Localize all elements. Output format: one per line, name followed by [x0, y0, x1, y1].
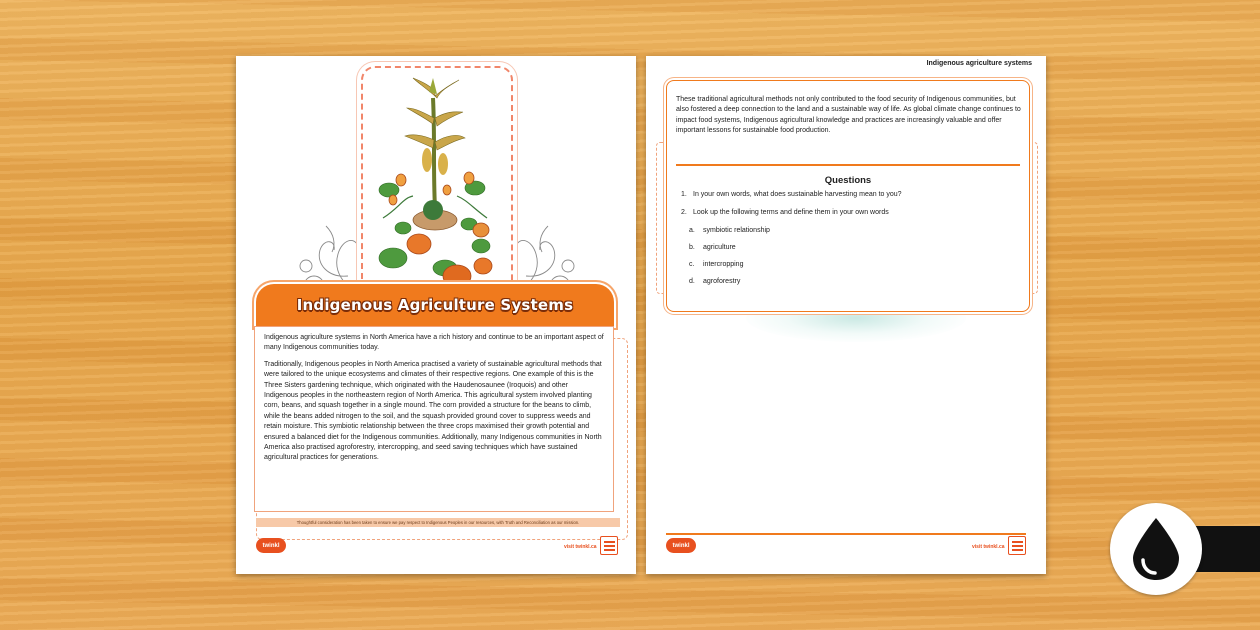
question-item: 2. Look up the following terms and define them in your own words — [681, 209, 889, 216]
footer-url: visit twinkl.ca — [564, 544, 597, 550]
question-item: 1. In your own words, what does sustainable harvesting mean to you? — [681, 191, 902, 198]
title-banner — [256, 284, 614, 326]
term-item: b. agriculture — [689, 244, 736, 251]
page-title: Indigenous Agriculture Systems — [296, 296, 574, 314]
divider — [676, 164, 1020, 166]
acknowledgement-text: Thoughtful consideration has been taken to ensure we pay respect to Indigenous Peoples in our resources, with Truth and Reconciliation as our mission. — [296, 520, 580, 525]
hero-image-card — [361, 66, 513, 298]
paragraph: Indigenous agriculture systems in North America have a rich history and continue to be an important aspect of many Indigenous communities today. — [264, 334, 604, 352]
badge-icon — [600, 536, 618, 555]
widget-bar[interactable] — [1194, 526, 1260, 572]
badge-icon — [1008, 536, 1026, 555]
body-text-box — [254, 326, 614, 512]
footer-url: visit twinkl.ca — [972, 544, 1005, 550]
paragraph: Traditionally, Indigenous peoples in North America practised a variety of sustainable agricultural methods that were tailored to the unique ecosystems and climates of their respective regions. One example of this is the Three Sisters gardening technique, which originated with the Haudenosaunee (Iroquois) and other Indigenous peoples in the northeastern region of North America. This agricultural system involved planting corn, beans, and squash together in a single mound. The corn provided a structure for the beans to climb, while the beans added nitrogen to the soil, and the squash provided ground cover to suppress weeds and retain moisture. This symbiotic relationship between the three crops maximised their growth potential and ensured a balanced diet for the Indigenous communities. Additionally, many Indigenous communities in North America also practised agroforestry, intercropping, and seed saving techniques which have sustained agricultural practices for generations. — [264, 360, 602, 462]
corn-beans-squash-illustration — [363, 68, 511, 296]
ink-drop-icon — [1127, 516, 1185, 582]
ink-drop-button[interactable] — [1110, 503, 1202, 595]
term-item: d. agroforestry — [689, 278, 741, 285]
twinkl-logo-icon: twinkl — [666, 538, 696, 553]
twinkl-logo-icon: twinkl — [256, 538, 286, 553]
term-item: a. symbiotic relationship — [689, 227, 770, 234]
acknowledgement-bar — [256, 518, 620, 527]
questions-card — [666, 80, 1030, 312]
intro-paragraph: These traditional agricultural methods not only contributed to the food security of Indigenous communities, but also fostered a deep connection to the land and a sustainable way of life. As global climate change continues to impact food systems, Indigenous agricultural knowledge and practices are increasingly valuable and offer important lessons for sustainable food production. — [676, 96, 1021, 135]
worksheet-page-1 — [236, 56, 636, 574]
page-header: Indigenous agriculture systems — [926, 60, 1032, 67]
worksheet-page-2 — [646, 56, 1046, 574]
questions-heading: Questions — [824, 175, 872, 186]
term-item: c. intercropping — [689, 261, 744, 268]
footer-divider — [666, 533, 1026, 535]
